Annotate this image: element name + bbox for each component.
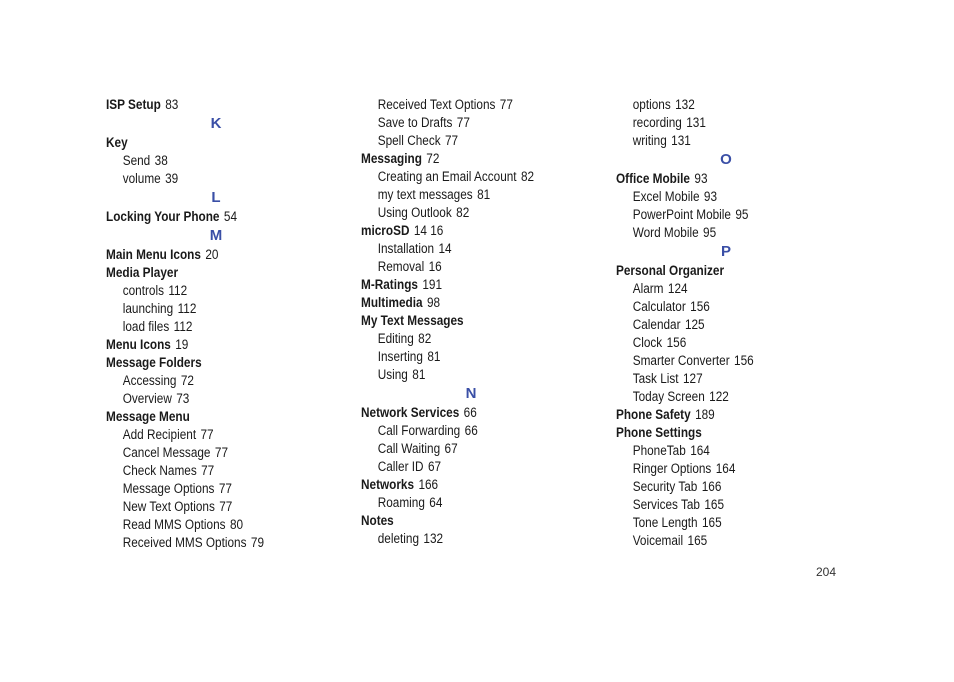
index-column-3 [616,96,836,550]
index-term: M-Ratings [361,277,418,292]
index-page-ref[interactable]: 164 [715,461,736,476]
index-term: volume [122,171,161,186]
index-page-ref[interactable]: 54 [223,209,238,224]
index-term: Received MMS Options [122,535,247,550]
index-page-ref[interactable]: 127 [682,371,703,386]
index-page-ref[interactable]: 95 [735,207,749,222]
index-term: Alarm [632,281,664,296]
index-page-ref[interactable]: 124 [667,281,688,296]
index-page-ref[interactable]: 98 [426,295,441,310]
index-term: Creating an Email Account [377,169,517,184]
index-page-ref[interactable]: 81 [427,349,441,364]
index-term: controls [122,283,164,298]
index-subentry [106,300,300,318]
index-term: Media Player [106,265,179,280]
index-term: Removal [377,259,425,274]
index-subentry [616,334,810,352]
index-entry [106,246,300,264]
index-subentry [616,496,810,514]
index-page-ref[interactable]: 93 [703,189,718,204]
index-subentry [361,330,555,348]
index-term: Voicemail [632,533,684,548]
index-page-ref[interactable]: 77 [456,115,470,130]
index-page-ref[interactable]: 14 16 [413,223,444,238]
index-page-ref[interactable]: 67 [427,459,442,474]
index-term: Inserting [377,349,423,364]
index-term: options [632,97,671,112]
index-term: Save to Drafts [377,115,453,130]
index-page-ref[interactable]: 82 [520,169,535,184]
index-page-ref[interactable]: 77 [200,427,214,442]
index-page-ref[interactable]: 73 [176,391,190,406]
index-page-ref[interactable]: 112 [168,283,188,298]
index-term: Using [377,367,408,382]
index-subentry [106,498,300,516]
index-term: Calculator [632,299,686,314]
section-letter: M [209,227,223,244]
index-subentry [616,224,810,242]
index-term: Using Outlook [377,205,452,220]
index-entry [616,424,810,442]
index-page-ref[interactable]: 165 [687,533,708,548]
index-term: Cancel Message [122,445,211,460]
index-subentry [106,318,300,336]
index-page-ref[interactable]: 132 [675,97,695,112]
index-page-ref[interactable]: 81 [477,187,491,202]
index-subentry [616,460,810,478]
index-term: My Text Messages [361,313,464,328]
index-term: Main Menu Icons [106,247,201,262]
index-term: load files [122,319,170,334]
index-page-ref[interactable]: 166 [418,477,439,492]
index-term: launching [122,301,174,316]
index-term: Services Tab [632,497,700,512]
section-letter: L [211,189,221,206]
index-term: Editing [377,331,414,346]
index-subentry [616,532,810,550]
index-page-ref[interactable]: 95 [703,225,717,240]
index-term: Office Mobile [616,171,690,186]
section-letter: N [465,385,477,402]
index-term: Menu Icons [106,337,171,352]
index-term: Check Names [122,463,197,478]
index-term: PhoneTab [632,443,686,458]
index-entry [616,170,810,188]
index-page-ref[interactable]: 77 [499,97,513,112]
index-subentry [361,96,555,114]
index-term: Clock [632,335,663,350]
index-term: Send [122,153,151,168]
index-subentry [616,132,810,150]
index-subentry [616,206,810,224]
section-letter: P [720,243,731,260]
index-entry [361,276,555,294]
index-term: recording [632,115,682,130]
index-page-ref[interactable]: 83 [165,97,179,112]
index-page-ref[interactable]: 67 [444,441,458,456]
index-page-ref[interactable]: 132 [423,531,444,546]
index-page-ref[interactable]: 77 [218,481,232,496]
index-term: Accessing [122,373,177,388]
index-term: Task List [632,371,679,386]
index-term: Tone Length [632,515,698,530]
index-term: Smarter Converter [632,353,730,368]
index-term: Call Waiting [377,441,441,456]
index-subentry [361,204,555,222]
section-letter: O [720,151,732,168]
index-term: Installation [377,241,435,256]
index-entry [106,264,300,282]
index-term: Read MMS Options [122,517,226,532]
index-subentry [361,240,555,258]
index-term: Message Options [122,481,215,496]
index-subentry [106,516,300,534]
index-term: Excel Mobile [632,189,700,204]
index-entry [106,354,300,372]
index-term: Message Folders [106,355,202,370]
index-subentry [106,282,300,300]
index-entry [361,150,555,168]
index-subentry [616,96,810,114]
index-page-ref[interactable]: 166 [701,479,722,494]
index-page-ref[interactable]: 131 [686,115,706,130]
index-subentry [361,422,555,440]
index-term: Word Mobile [632,225,699,240]
index-page-ref[interactable]: 79 [250,535,265,550]
index-entry [616,262,810,280]
index-subentry [361,458,555,476]
index-entry [106,208,300,226]
index-term: Spell Check [377,133,441,148]
index-term: Roaming [377,495,425,510]
index-term: Message Menu [106,409,190,424]
index-page-ref[interactable]: 165 [701,515,722,530]
index-subentry [361,440,555,458]
index-page-ref[interactable]: 191 [422,277,443,292]
index-entry [361,404,555,422]
index-page-ref[interactable]: 38 [154,153,168,168]
index-subentry [616,280,810,298]
index-term: Call Forwarding [377,423,461,438]
index-subentry [361,348,555,366]
index-term: Received Text Options [377,97,496,112]
index-subentry [361,258,555,276]
index-term: Notes [361,513,394,528]
index-subentry [106,372,300,390]
index-page-ref[interactable]: 112 [177,301,197,316]
index-term: my text messages [377,187,473,202]
index-subentry [361,366,555,384]
index-entry [361,512,555,530]
index-page-ref[interactable]: 82 [456,205,470,220]
index-page-ref[interactable]: 14 [438,241,452,256]
index-page-ref[interactable]: 77 [219,499,233,514]
index-column-1 [106,96,326,552]
index-entry [361,312,555,330]
index-page-ref[interactable]: 19 [175,337,189,352]
index-subentry [616,514,810,532]
index-subentry [361,168,555,186]
index-subentry [616,188,810,206]
index-subentry [106,152,300,170]
index-subentry [106,390,300,408]
index-page-ref[interactable]: 189 [695,407,715,422]
index-term: New Text Options [122,499,215,514]
index-page-ref[interactable]: 156 [734,353,754,368]
index-entry [106,408,300,426]
index-subentry [106,444,300,462]
index-subentry [361,494,555,512]
index-subentry [616,478,810,496]
index-page-ref[interactable]: 80 [229,517,244,532]
index-term: Add Recipient [122,427,197,442]
index-entry [361,222,555,240]
index-subentry [361,530,555,548]
index-term: Locking Your Phone [106,209,220,224]
index-subentry [616,316,810,334]
index-page-ref[interactable]: 77 [214,445,229,460]
index-term: Networks [361,477,415,492]
index-subentry [361,186,555,204]
index-page-ref[interactable]: 112 [173,319,193,334]
index-page-ref[interactable]: 165 [704,497,725,512]
index-entry [361,294,555,312]
index-column-2 [361,96,581,548]
index-page-ref[interactable]: 20 [205,247,219,262]
index-term: Overview [122,391,172,406]
index-term: Network Services [361,405,460,420]
index-page-ref[interactable]: 82 [418,331,432,346]
index-entry [106,134,300,152]
index-page-ref[interactable]: 64 [429,495,443,510]
page-number: 204 [816,565,837,579]
index-page-ref[interactable]: 93 [694,171,708,186]
index-page-ref[interactable]: 131 [671,133,691,148]
index-page-ref[interactable]: 16 [428,259,442,274]
index-page-ref[interactable]: 66 [463,405,477,420]
index-subentry [616,442,810,460]
index-page-ref[interactable]: 81 [412,367,426,382]
index-page-ref[interactable]: 164 [690,443,710,458]
index-term: ISP Setup [106,97,161,112]
index-term: Ringer Options [632,461,712,476]
index-page-ref[interactable]: 72 [180,373,194,388]
index-subentry [106,480,300,498]
index-entry [361,476,555,494]
index-subentry [616,352,810,370]
index-subentry [361,114,555,132]
index-page-ref[interactable]: 77 [201,463,215,478]
index-term: Personal Organizer [616,263,725,278]
index-entry [106,96,300,114]
index-term: Multimedia [361,295,423,310]
index-subentry [106,462,300,480]
index-term: Calendar [632,317,681,332]
section-letter: K [210,115,222,132]
index-subentry [106,426,300,444]
index-term: Key [106,135,128,150]
index-subentry [361,132,555,150]
index-entry [106,336,300,354]
index-term: PowerPoint Mobile [632,207,731,222]
index-entry [616,406,810,424]
index-term: deleting [377,531,420,546]
index-subentry [616,370,810,388]
index-page-ref[interactable]: 122 [709,389,729,404]
index-term: microSD [361,223,410,238]
index-page-ref[interactable]: 156 [690,299,710,314]
index-page-ref[interactable]: 66 [464,423,478,438]
index-term: writing [632,133,667,148]
index-page-ref[interactable]: 72 [426,151,440,166]
index-term: Phone Settings [616,425,702,440]
index-subentry [106,170,300,188]
index-term: Today Screen [632,389,705,404]
index-term: Security Tab [632,479,698,494]
index-subentry [106,534,300,552]
index-page-ref[interactable]: 39 [165,171,179,186]
index-page-ref[interactable]: 77 [444,133,459,148]
index-subentry [616,388,810,406]
index-subentry [616,298,810,316]
index-page-ref[interactable]: 125 [684,317,705,332]
index-page-ref[interactable]: 156 [666,335,687,350]
index-term: Caller ID [377,459,424,474]
index-term: Phone Safety [616,407,691,422]
index-term: Messaging [361,151,422,166]
index-subentry [616,114,810,132]
